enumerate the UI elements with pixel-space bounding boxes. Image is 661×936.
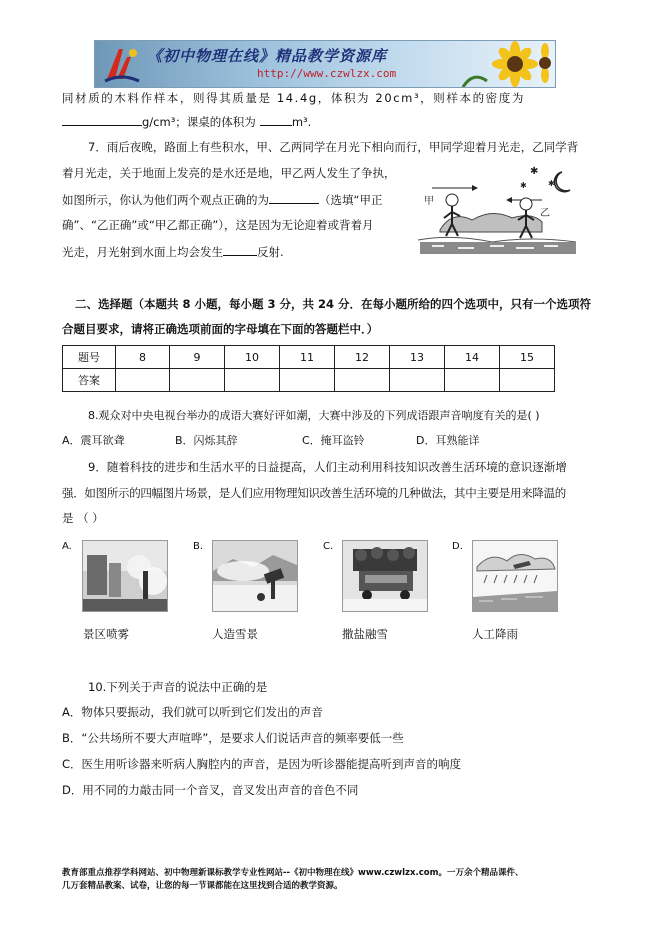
q9-caption-b: 人造雪景 (212, 627, 258, 641)
section2-heading: 二、选择题（本题共 8 小题，每小题 3 分，共 24 分．在每小题所给的四个选项中，只有一个选项符 (75, 297, 592, 311)
q6-unit1: g/cm³；课桌的体积为 (142, 115, 256, 129)
table-number-cell: 14 (445, 346, 500, 369)
q6-line1: 同材质的木料作样本，则得其质量是 14.4g，体积为 20cm³，则样本的密度为 (62, 91, 525, 105)
artificial-rain-diagram (472, 540, 558, 612)
answer-cell[interactable] (225, 369, 280, 392)
q9-letter-b: B. (193, 541, 204, 552)
banner-title: 《初中物理在线》精品教学资源库 (147, 47, 388, 65)
table-number-cell: 12 (335, 346, 390, 369)
q9-line3: 是 （ ） (62, 511, 104, 525)
q9-letter-c: C. (323, 541, 334, 552)
table-number-cell: 9 (170, 346, 225, 369)
q8-option-a: A．震耳欲聋 (62, 434, 125, 447)
answer-cell[interactable] (116, 369, 170, 392)
footer-line1: 教育部重点推荐学科网站、初中物理新课标教学专业性网站--《初中物理在线》www.czwlzx.com。一万余个精品课件、 (62, 868, 524, 878)
moonlight-walk-figure (412, 160, 582, 260)
table-answer-label: 答案 (63, 369, 116, 392)
table-number-cell: 10 (225, 346, 280, 369)
answer-table-header-row (63, 346, 555, 369)
q8-option-b: B．闪烁其辞 (175, 434, 238, 447)
answer-cell[interactable] (170, 369, 225, 392)
mist-spray-photo (82, 540, 168, 612)
q10-option-b: B．“公共场所不要大声喧哗”，是要求人们说话声音的频率要低一些 (62, 731, 404, 745)
sunflower-decoration-icon (453, 41, 553, 87)
q10-option-a: A．物体只要振动，我们就可以听到它们发出的声音 (62, 705, 323, 719)
site-logo-icon (101, 43, 143, 85)
table-number-cell: 15 (500, 346, 555, 369)
answer-cell[interactable] (390, 369, 445, 392)
q7-line5 (62, 244, 284, 259)
q7-line3 (62, 192, 382, 207)
answer-table (62, 345, 555, 392)
q7-line5b: 反射. (257, 245, 284, 259)
header-banner (94, 40, 556, 88)
table-number-cell: 13 (390, 346, 445, 369)
q9-caption-d: 人工降雨 (472, 627, 518, 641)
answer-table-answer-row (63, 369, 555, 392)
q7-line5a: 光走，月光射到水面上均会发生 (62, 245, 223, 259)
q9-caption-a: 景区喷雾 (83, 627, 129, 641)
banner-url: http://www.czwlzx.com (257, 67, 397, 80)
q6-line2 (62, 114, 311, 129)
snow-machine-photo (212, 540, 298, 612)
q10-option-c: C．医生用听诊器来听病人胸腔内的声音，是因为听诊器能提高听到声音的响度 (62, 757, 462, 771)
q10-option-d: D．用不同的力敲击同一个音叉，音叉发出声音的音色不同 (62, 783, 359, 797)
q8-option-c: C．掩耳盗铃 (302, 434, 365, 447)
q8-stem: 8.观众对中央电视台举办的成语大赛好评如潮，大赛中涉及的下列成语跟声音响度有关的是( ) (88, 409, 540, 422)
answer-cell[interactable] (445, 369, 500, 392)
table-number-cell: 11 (280, 346, 335, 369)
q7-answer-blank[interactable] (269, 192, 319, 204)
q9-line2: 强．如图所示的四幅图片场景，是人们应用物理知识改善生活环境的几种做法，其中主要是用来降温的 (62, 486, 566, 500)
q10-stem: 10.下列关于声音的说法中正确的是 (88, 680, 268, 694)
footer-line2: 几万套精品教案、试卷，让您的每一节课都能在这里找到合适的教学资源。 (62, 881, 343, 891)
answer-cell[interactable] (500, 369, 555, 392)
q9-letter-a: A. (62, 541, 72, 552)
svg-text:✱: ✱ (520, 181, 527, 190)
q6-unit2: m³. (291, 115, 312, 129)
q9-line1: 9．随着科技的进步和生活水平的日益提高，人们主动利用科技知识改善生活环境的意识逐渐增 (88, 460, 567, 474)
answer-cell[interactable] (335, 369, 390, 392)
q6-volume-blank[interactable] (260, 114, 292, 126)
q8-option-d: D．耳熟能详 (416, 434, 480, 447)
q9-caption-c: 撒盐融雪 (342, 627, 388, 641)
q7-line3a: 如图所示，你认为他们两个观点正确的为 (62, 193, 269, 207)
svg-text:✱: ✱ (548, 179, 555, 188)
table-header-label: 题号 (63, 346, 116, 369)
figure-label-jia: 甲 (424, 196, 434, 207)
q6-density-blank[interactable] (62, 114, 142, 126)
svg-text:✱: ✱ (530, 166, 539, 177)
q7-line2: 着月光走，关于地面上发亮的是水还是地，甲乙两人发生了争执， (62, 166, 396, 180)
q7-line1: 7．雨后夜晚，路面上有些积水，甲、乙两同学在月光下相向而行，甲同学迎着月光走，乙同学背 (88, 140, 579, 154)
q7-reflection-blank[interactable] (223, 244, 257, 256)
q7-line3b: （选填“甲正 (319, 193, 383, 207)
salt-spreading-photo (342, 540, 428, 612)
figure-label-yi: 乙 (540, 208, 550, 219)
section2-heading-line2: 合题目要求，请将正确选项前面的字母填在下面的答题栏中．） (62, 322, 379, 336)
answer-cell[interactable] (280, 369, 335, 392)
q9-letter-d: D. (452, 541, 463, 552)
q7-line4: 确”、“乙正确”或“甲乙都正确”），这是因为无论迎着或背着月 (62, 218, 374, 232)
table-number-cell: 8 (116, 346, 170, 369)
